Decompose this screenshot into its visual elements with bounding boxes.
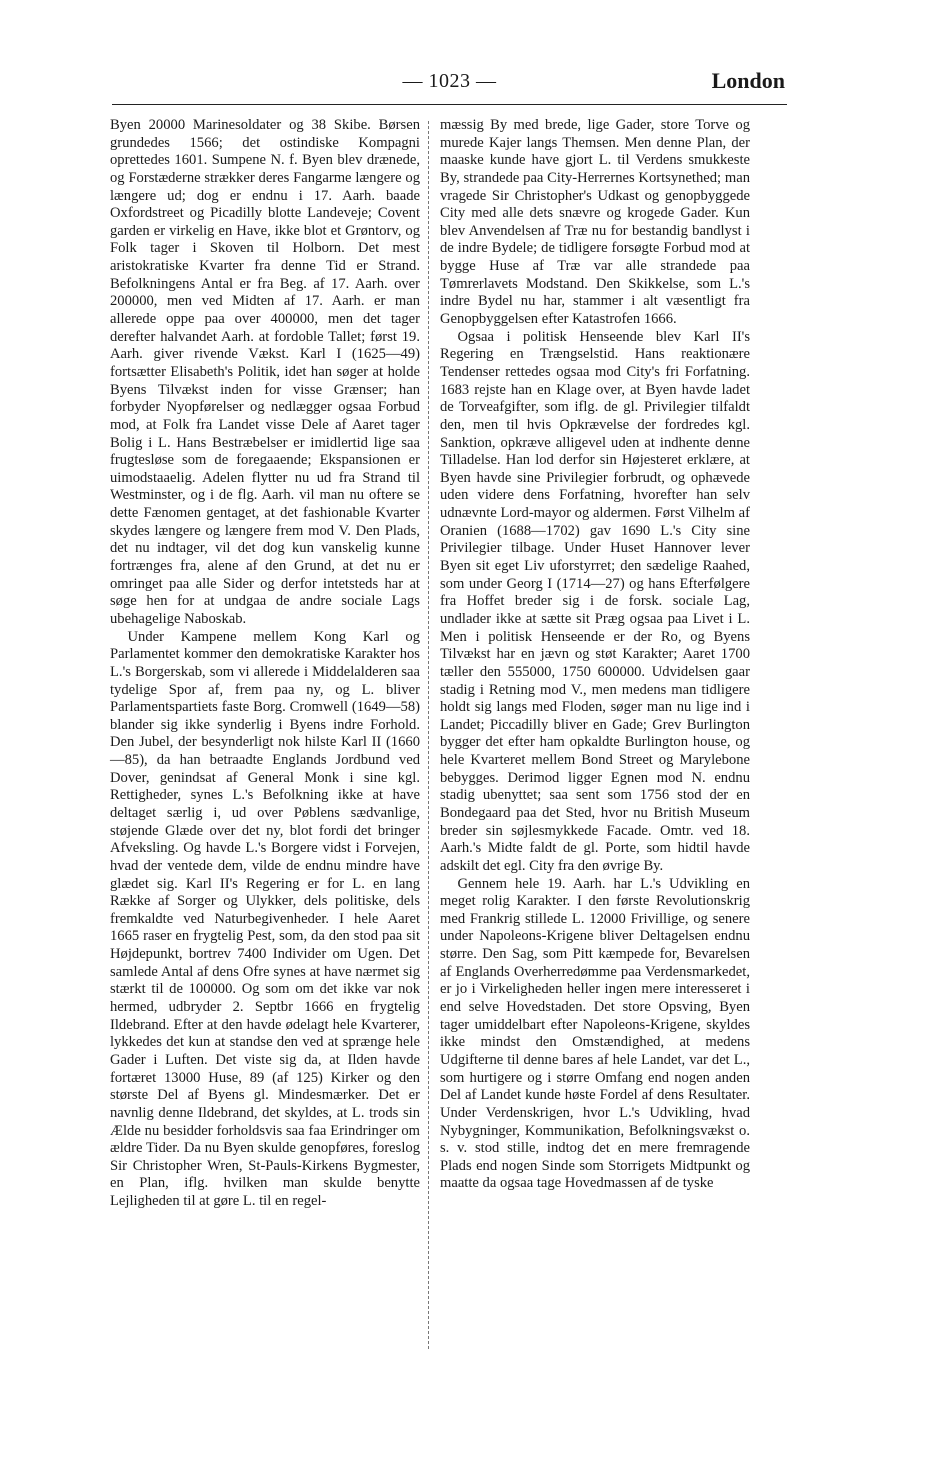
- running-head: London: [711, 68, 785, 93]
- paragraph: Under Kampene mellem Kong Karl og Parlamentet kommer den demokratiske Karakter hos L.'s Borgerskab, som vi allerede i Middelalderen saa tydelige Spor af, frem paa ny, og L. bliver Parlamentspartiets faste Borg. Cromwell (1649—58) blander sig ikke synderlig i Byens indre Forhold. Den Jubel, der besynderligt nok hilste Karl II (1660—85), da han betraadte Englands Jordbund ved Dover, genindsat af General Monk i sine kgl. Rettigheder, synes L.'s Befolkning ikke at have deltaget særlig i, ud over Pøblens sædvanlige, støjende Glæde over det ny, blot fordi det bringer Afveksling. Og havde L.'s Borgere vidst i Forvejen, hvad der ventede dem, vilde de endnu mindre have glædet sig. Karl II's Regering er for L. en lang Række af Sorger og Ulykker, dels politiske, dels fremkaldte ved Naturbegivenheder. I hele Aaret 1665 raser en frygtelig Pest, som, da den stod paa sit Højdepunkt, bortrev 7400 Individer om Ugen. Det samlede Antal af dens Ofre synes at have nærmet sig stærkt til de 100000. Og som om det ikke var nok hermed, udbryder 2. Septbr 1666 en frygtelig Ildebrand. Efter at den havde ødelagt hele Kvarterer, lykkedes det kun at standse den ved at sprænge hele Gader i Luften. Det viste sig da, at Ilden havde fortæret 13000 Huse, 89 (af 125) Kirker og den største Del af Byens gl. Mindesmærker. Det er navnlig denne Ildebrand, det skyldes, at L. trods sin Ælde nu besidder forholdsvis saa faa Erindringer om ældre Tider. Da nu Byen skulde genopføres, foreslog Sir Christopher Wren, St-Pauls-Kirkens Bygmester, en Plan, iflg. hvilken man skulde benytte Lejligheden til at gøre L. til en regel-: [110, 628, 420, 1210]
- paragraph: Ogsaa i politisk Henseende blev Karl II's Regering en Trængselstid. Hans reaktionære Tendenser rettedes ogsaa mod City's fri Forfatning. 1683 rejste han en Klage over, at Byen havde ladet de Torveafgifter, som iflg. de gl. Privilegier tilfaldt den, men til hvis Opkrævelse der fordredes kgl. Sanktion, opkræve alligevel uden at indhente denne Tilladelse. Han lod derfor sin Højesteret erklære, at Byen havde sine Privilegier forbrudt, og ophævede uden videre dens Forfatning, hvorefter han selv udnævnte Lord-mayor og aldermen. Først Vilhelm af Oranien (1688—1702) gav 1690 L.'s City sine Privilegier tilbage. Under Huset Hannover lever Byen sit eget Liv uforstyrret; den sædelige Raahed, som under Georg I (1714—27) og hans Efterfølgere fra Hoffet breder sig i de forsk. sociale Lag, undlader ikke at sætte sit Præg ogsaa paa Livet i L. Men i politisk Henseende er der Ro, og Byens Tilvækst har en jævn og støt Karakter; Aaret 1700 tæller den 555000, 1750 600000. Udvidelsen gaar stadig i Retning mod V., men medens man tidligere holdt sig langs med Floden, søger man nu lige ind i Landet; Piccadilly bliver en Gade; Grev Burlington bygger det efter ham opkaldte Burlington house, og hele Kvarteret mellem Bond Street og Marylebone bebygges. Derimod ligger Egnen mod N. endnu stadig ubenyttet; saa sent som 1756 stod der en Bondegaard paa det Sted, hvor nu British Museum breder sin søjlesmykkede Facade. Omtr. ved 18. Aarh.'s Midte faldt de gl. Porte, som hidtil havde adskilt det egl. City fra den øvrige By.: [440, 328, 750, 874]
- paragraph: Gennem hele 19. Aarh. har L.'s Udvikling en meget rolig Karakter. I den første Revolutionskrig med Frankrig stillede L. 12000 Frivillige, og senere under Napoleons-Krigene bliver Deltagelsen endnu større. Den Sag, som Pitt kæmpede for, Bevarelsen af Englands Overherredømme paa Verdensmarkedet, er jo i Virkeligheden heller ingen mere interesseret i end selve Hovedstaden. Det store Opsving, Byen tager umiddelbart efter Napoleons-Krigene, skyldes ikke mindst den Omstændighed, at medens Udgifterne til denne bares af hele Landet, var det L., som hurtigere og i større Omfang end nogen anden Del af Landet kunde høste Fordel af dens Resultater. Under Verdenskrigen, hvor L.'s Udvikling, hvad Nybygninger, Kommunikation, Befolkningsvækst o. s. v. stod stille, indtog det en mere fremragende Plads end nogen Sinde som Storrigets Midtpunkt og maatte da ogsaa tage Hovedmassen af de tyske: [440, 875, 750, 1192]
- page-header: [112, 64, 787, 105]
- right-column: [440, 117, 750, 1193]
- column-divider: [428, 121, 429, 1349]
- page-number: — 1023 —: [402, 70, 497, 92]
- paragraph: mæssig By med brede, lige Gader, store Torve og murede Kajer langs Themsen. Men denne Plan, der maaske kunde have gjort L. til Verdens smukkeste By, strandede paa City-Herrernes Kortsynethed; man vragede Sir Christopher's Udkast og genopbyggede City med alle dets snævre og krogede Gader. Kun blev Anvendelsen af Træ nu for bestandig bandlyst i de indre Bydele; de tidligere forsøgte Forbud mod at bygge Huse af Træ var alle strandede paa Tømrerlavets Modstand. Den Skikkelse, som L.'s indre Bydel nu har, stammer i alt væsentligt fra Genopbyggelsen efter Katastrofen 1666.: [440, 117, 750, 328]
- paragraph: Byen 20000 Marinesoldater og 38 Skibe. Børsen grundedes 1566; det ostindiske Kompagni oprettedes 1601. Sumpene N. f. Byen blev drænede, og Forstæderne strækker deres Fangarme længere og længere ud; dog er endnu i 17. Aarh. baade Oxfordstreet og Picadilly blotte Landeveje; Covent garden er virkelig en Have, ikke blot et Grøntorv, og Folk tager i Skoven til Holborn. Det mest aristokratiske Kvarter fra denne Tid er Strand. Befolkningens Antal er fra Beg. af 17. Aarh. over 200000, men ved Midten af 17. Aarh. er man allerede oppe paa over 400000, men det tager derefter halvandet Aarh. at fordoble Tallet; først 19. Aarh. giver rivende Vækst. Karl I (1625—49) fortsætter Elisabeth's Politik, idet han søger at holde Byens Tilvækst inden for visse Grænser; han forbyder Nyopførelser og nedlægger ogsaa Forbud mod, at Folk fra Landet visse Dele af Aaret tager Bolig i L. Hans Bestræbelser er imidlertid lige saa frugtesløse som de foregaaende; Ekspansionen er uimodstaaelig. Adelen flytter nu ud fra Strand til Westminster, og i de flg. Aarh. vil man nu oftere se dette Fænomen gentaget, at det fashionable Kvarter skydes længere og længere frem mod V. Den Plads, det nu indtager, vil det dog kun vanskelig kunne fortrænges fra, alene af den Grund, at det nu er omringet paa alle Sider og derfor intetsteds har at søge hen for at undgaa de andre sociale Lags ubehagelige Naboskab.: [110, 117, 420, 627]
- left-column: [110, 117, 420, 1211]
